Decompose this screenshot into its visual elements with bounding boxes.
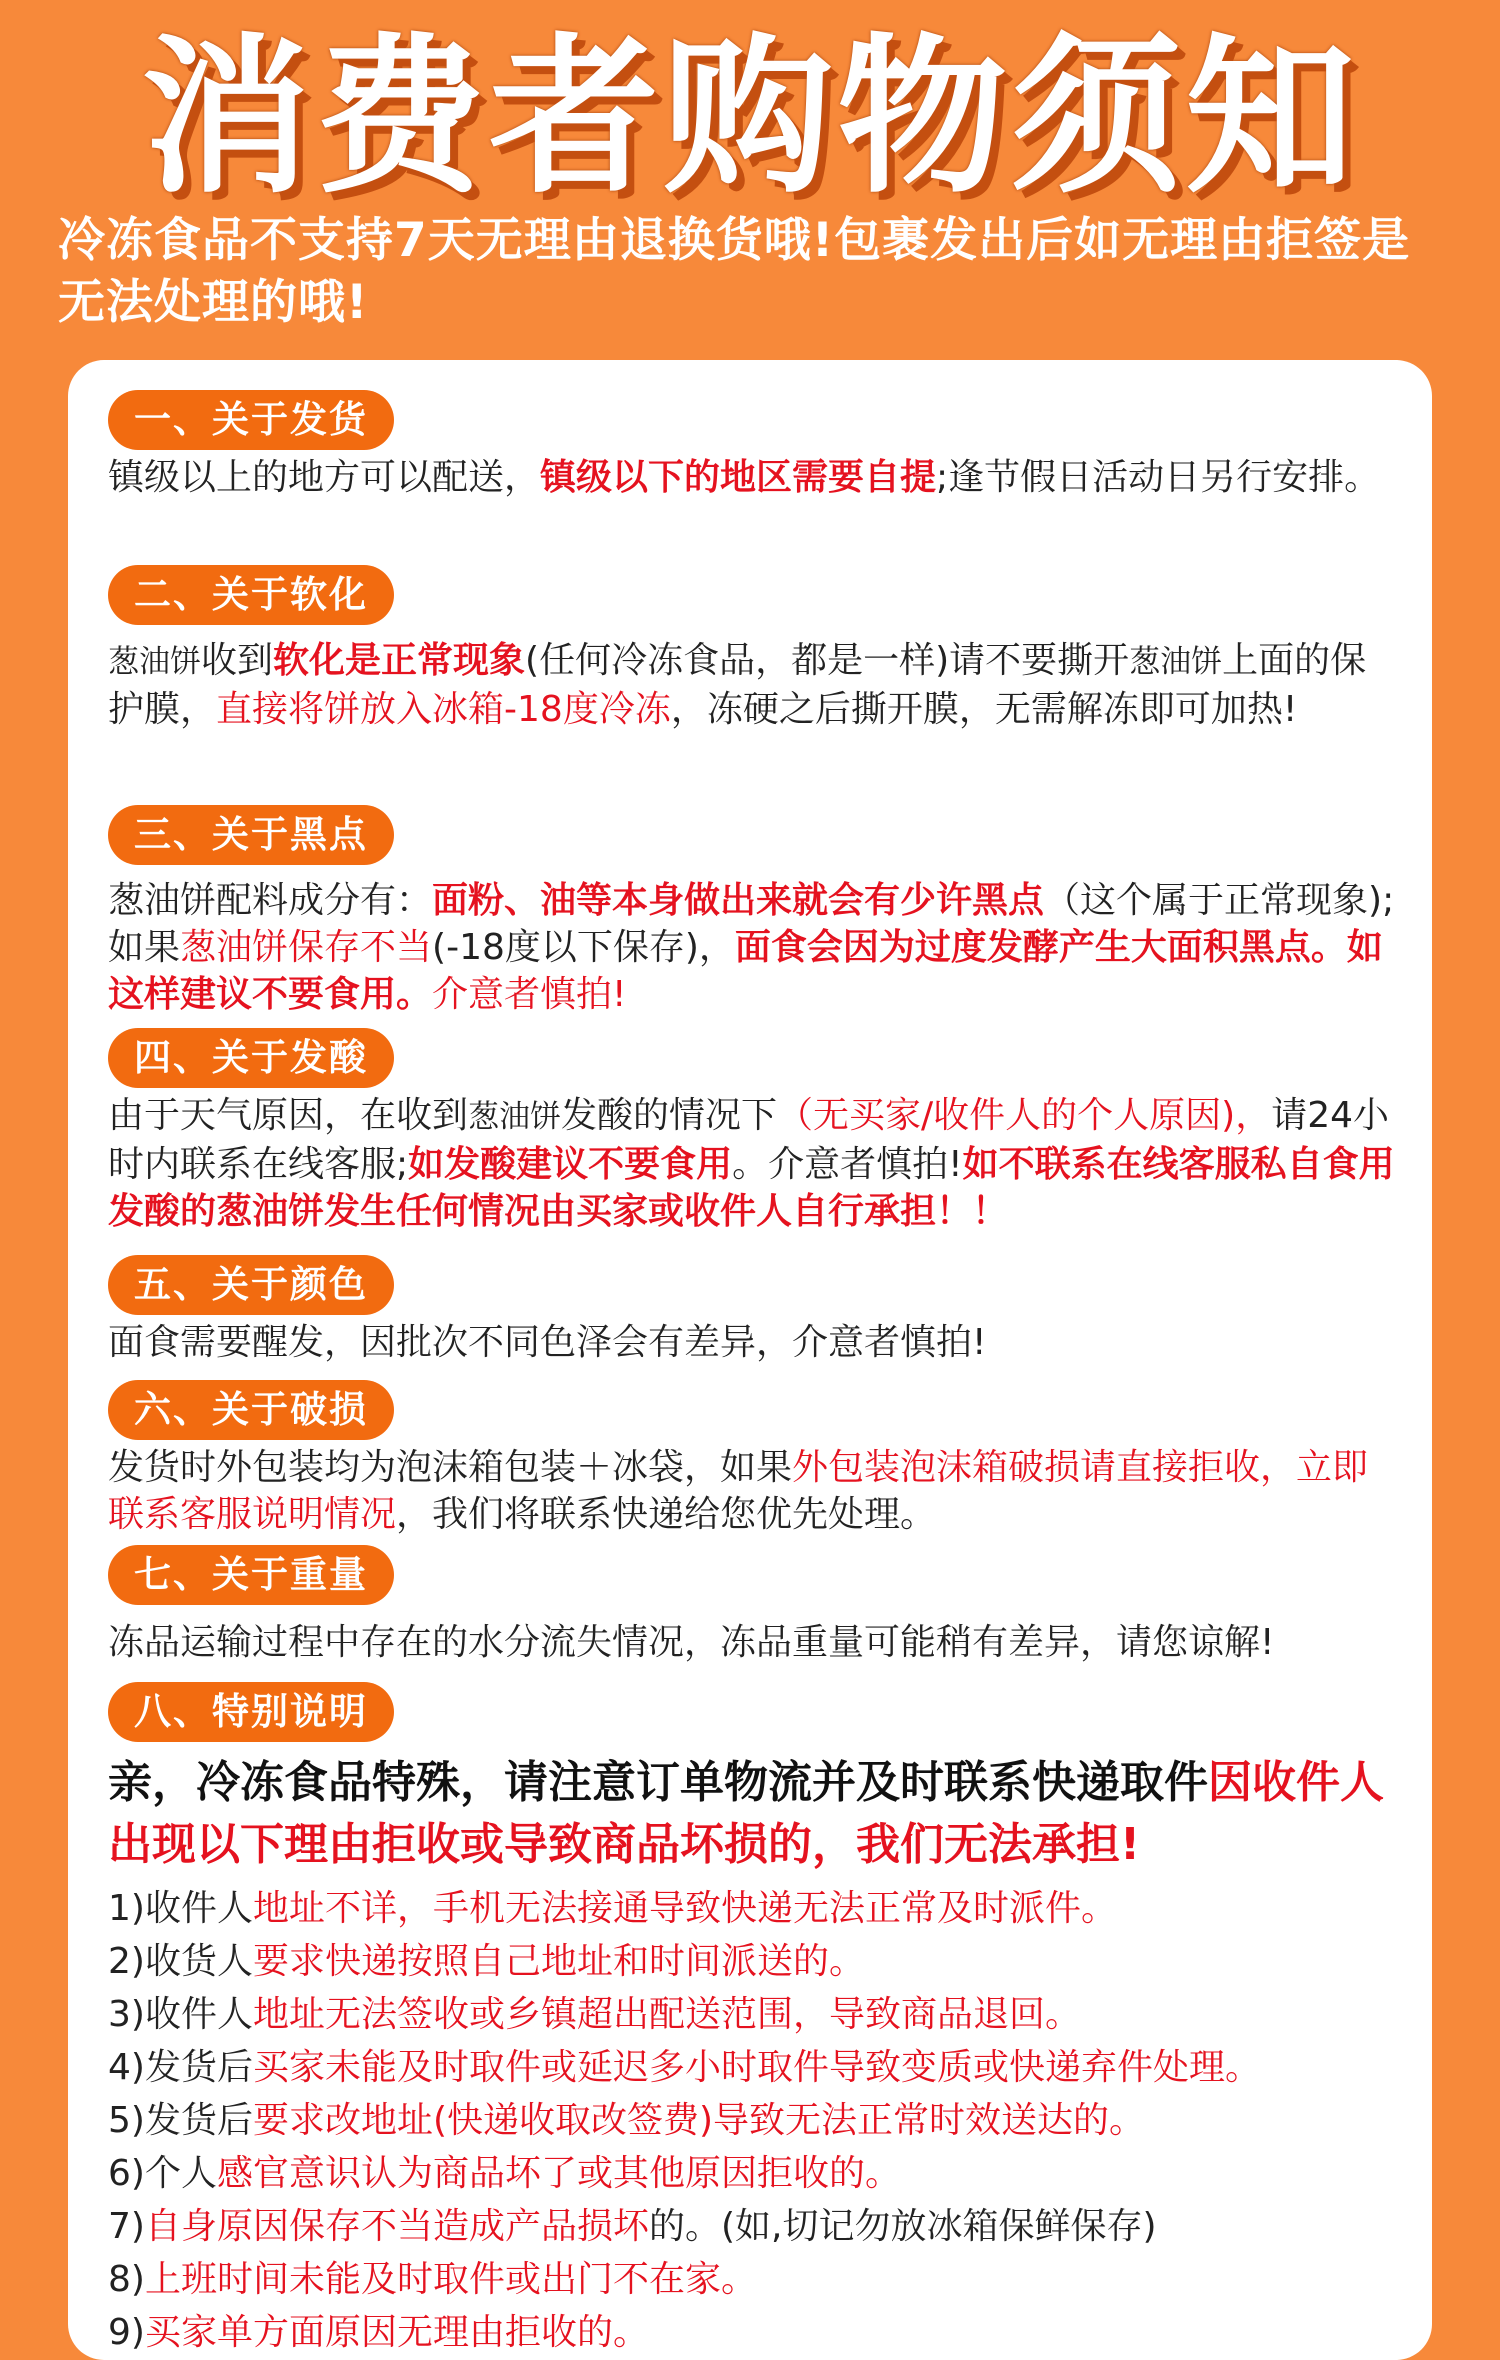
section-color [108,1255,1398,1366]
list-item: 3)收件人地址无法签收或乡镇超出配送范围，导致商品退回。 [108,1994,1081,2035]
section-label: 七、关于重量 [108,1545,394,1605]
section-weight [108,1545,1398,1666]
return-policy-notice: 冷冻食品不支持7天无理由退换货哦!包裹发出后如无理由拒签是无法处理的哦! [58,213,1411,330]
list-item: 5)发货后要求改地址(快递收取改签费)导致无法正常时效送达的。 [108,2100,1146,2141]
list-item: 7)自身原因保存不当造成产品损坏的。(如,切记勿放冰箱保鲜保存) [108,2206,1157,2247]
list-item: 9)买家单方面原因无理由拒收的。 [108,2312,649,2353]
section-text: 发货时外包装均为泡沫箱包装＋冰袋，如果外包装泡沫箱破损请直接拒收，立即联系客服说明情况，我们将联系快递给您优先处理。 [108,1447,1369,1535]
section-label: 四、关于发酸 [108,1028,394,1088]
refusal-reasons-list [108,1882,1398,2359]
section-softening [108,565,1398,733]
section-text: 葱油饼收到软化是正常现象(任何冷冻食品，都是一样)请不要撕开葱油饼上面的保护膜，直接将饼放入冰箱-18度冷冻，冻硬之后撕开膜，无需解冻即可加热! [108,640,1367,730]
section-text: 冻品运输过程中存在的水分流失情况，冻品重量可能稍有差异，请您谅解! [108,1622,1275,1663]
page-title: 消费者购物须知 [140,19,1359,217]
list-item: 6)个人感官意识认为商品坏了或其他原因拒收的。 [108,2153,901,2194]
section-sourness [108,1028,1398,1235]
list-item: 1)收件人地址不详，手机无法接通导致快递无法正常及时派件。 [108,1888,1117,1929]
special-notes-intro: 亲，冷冻食品特殊，请注意订单物流并及时联系快递取件因收件人出现以下理由拒收或导致商品坏损的，我们无法承担! [108,1757,1384,1870]
notice-card [68,360,1432,2360]
section-black-spots [108,805,1398,1018]
section-text: 葱油饼配料成分有：面粉、油等本身做出来就会有少许黑点（这个属于正常现象);如果葱油饼保存不当(-18度以下保存)，面食会因为过度发酵产生大面积黑点。如这样建议不要食用。介意者慎拍! [108,880,1395,1015]
list-item: 2)收货人要求快递按照自己地址和时间派送的。 [108,1941,865,1982]
section-text: 面食需要醒发，因批次不同色泽会有差异，介意者慎拍! [108,1322,987,1363]
section-label: 六、关于破损 [108,1380,394,1440]
section-text: 镇级以上的地方可以配送，镇级以下的地区需要自提;逢节假日活动日另行安排。 [108,457,1381,498]
section-text: 由于天气原因，在收到葱油饼发酸的情况下（无买家/收件人的个人原因)，请24小时内联系在线客服;如发酸建议不要食用。介意者慎拍!如不联系在线客服私自食用发酸的葱油饼发生任何情况由买家或收件人自行承担！！ [108,1095,1395,1232]
section-shipping [108,390,1398,501]
section-label: 三、关于黑点 [108,805,394,865]
section-special-notes [108,1682,1398,2359]
section-label: 一、关于发货 [108,390,394,450]
section-label: 五、关于颜色 [108,1255,394,1315]
section-label: 八、特别说明 [108,1682,394,1742]
section-damage [108,1380,1398,1538]
section-label: 二、关于软化 [108,565,394,625]
list-item: 8)上班时间未能及时取件或出门不在家。 [108,2259,757,2300]
list-item: 4)发货后买家未能及时取件或延迟多小时取件导致变质或快递弃件处理。 [108,2047,1261,2088]
